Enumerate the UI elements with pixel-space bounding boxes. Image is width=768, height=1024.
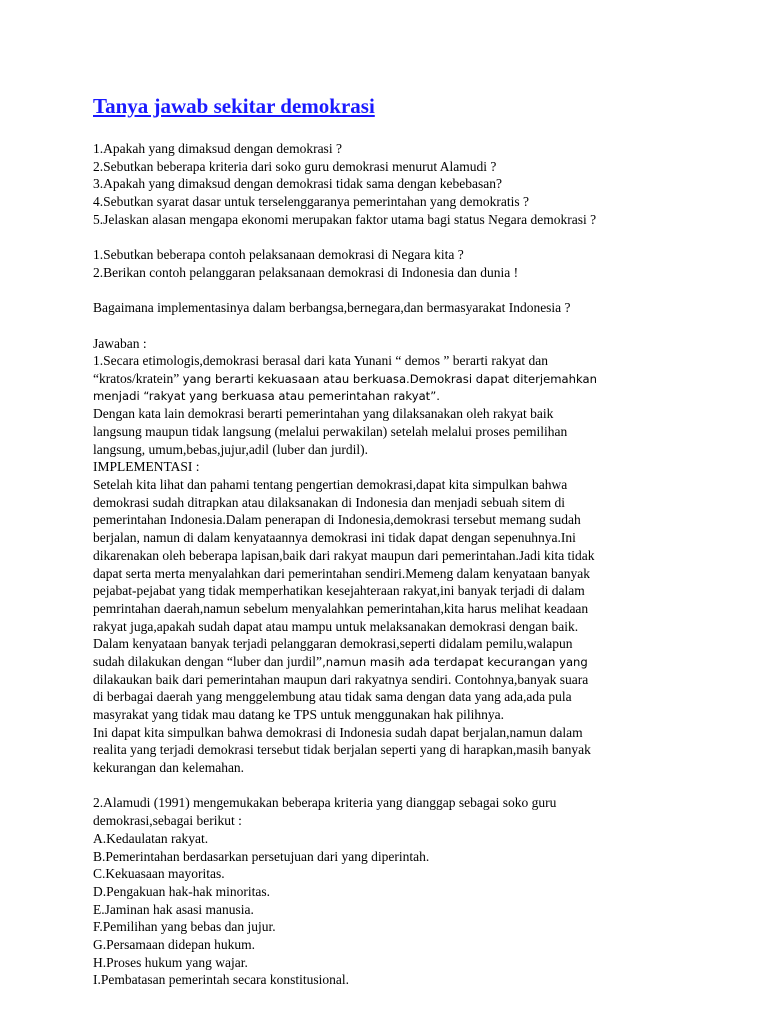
criteria-list: [93, 830, 753, 989]
document-body: [93, 140, 753, 989]
criteria-item: B.Pemerintahan berdasarkan persetujuan dari yang diperintah.: [93, 848, 430, 864]
answer-line: dilakaukan baik dari pemerintahan maupun dari rakyatnya sendiri. Contohnya,banyak suara: [93, 671, 589, 687]
answer-line: demokrasi sudah ditrapkan atau dilaksanakan di Indonesia dan menjadi sebuah sitem di: [93, 494, 565, 510]
answer-line: pemerintahan Indonesia.Dalam penerapan di Indonesia,demokrasi tersebut memang sudah: [93, 512, 581, 528]
answer-line: demokrasi,sebagai berikut :: [93, 813, 242, 829]
criteria-item: E.Jaminan hak asasi manusia.: [93, 901, 254, 917]
answer-line: di berbagai daerah yang menggelembung atau tidak sama dengan data yang ada,ada pula: [93, 689, 572, 705]
answer-line-mixed: [93, 370, 753, 388]
criteria-item: F.Pemilihan yang bebas dan jujur.: [93, 919, 276, 935]
answer-text-serif: “kratos/kratein”: [93, 370, 183, 386]
criteria-item: H.Proses hukum yang wajar.: [93, 954, 248, 970]
answer-2: [93, 794, 753, 989]
answer-line: dapat serta merta menyalahkan dari pemerintahan sendiri.Memeng dalam kenyataan banyak: [93, 565, 591, 581]
paragraph-gap: [93, 282, 753, 300]
question-list-2: [93, 246, 753, 281]
answer-line: 2.Alamudi (1991) mengemukakan beberapa kriteria yang dianggap sebagai soko guru: [93, 795, 557, 811]
answer-line: Dengan kata lain demokrasi berarti pemerintahan yang dilaksanakan oleh rakyat baik: [93, 406, 554, 422]
answer-line: realita yang terjadi demokrasi tersebut tidak berjalan seperti yang di harapkan,masih banyak: [93, 742, 591, 758]
criteria-item: I.Pembatasan pemerintah secara konstitusional.: [93, 972, 350, 988]
answer-line: 1.Secara etimologis,demokrasi berasal dari kata Yunani “ demos ” berarti rakyat dan: [93, 353, 548, 369]
question-item: 2.Berikan contoh pelanggaran pelaksanaan demokrasi di Indonesia dan dunia !: [93, 264, 519, 280]
answer-line-sans: menjadi “rakyat yang berkuasa atau pemerintahan rakyat”.: [93, 388, 440, 403]
question-item: 1.Apakah yang dimaksud dengan demokrasi ?: [93, 141, 342, 156]
answer-line: dikarenakan oleh beberapa lapisan,baik dari rakyat maupun dari pemerintahan.Jadi kita tidak: [93, 547, 595, 563]
question-item: 1.Sebutkan beberapa contoh pelaksanaan demokrasi di Negara kita ?: [93, 247, 464, 263]
answer-line: masyrakat yang tidak mau datang ke TPS untuk menggunakan hak pilihnya.: [93, 707, 505, 722]
paragraph-gap: [93, 228, 753, 246]
answer-line: langsung maupun tidak langsung (melalui perwakilan) setelah melalui proses pemilihan: [93, 424, 568, 439]
answer-line-mixed: [93, 653, 753, 671]
answer-heading: Jawaban :: [93, 335, 147, 351]
criteria-item: A.Kedaulatan rakyat.: [93, 830, 209, 846]
answer-line: rakyat juga,apakah sudah dapat atau mampu untuk melaksanakan demokrasi dengan baik.: [93, 618, 579, 634]
answer-line: Ini dapat kita simpulkan bahwa demokrasi di Indonesia sudah dapat berjalan,namun dalam: [93, 724, 583, 740]
answer-line: Setelah kita lihat dan pahami tentang pengertian demokrasi,dapat kita simpulkan bahwa: [93, 477, 568, 493]
paragraph-gap: [93, 317, 753, 335]
answer-line: pemrintahan daerah,namun sebelum menyalahkan pemerintahan,kita harus melihat keadaan: [93, 600, 589, 616]
answer-line: Dalam kenyataan banyak terjadi pelanggaran demokrasi,seperti didalam pemilu,walapun: [93, 636, 573, 652]
question-item: 5.Jelaskan alasan mengapa ekonomi merupakan faktor utama bagi status Negara demokrasi ?: [93, 211, 597, 227]
answer-line: langsung, umum,bebas,jujur,adil (luber dan jurdil).: [93, 441, 369, 457]
question-list-1: [93, 140, 753, 228]
document-title[interactable]: Tanya jawab sekitar demokrasi: [93, 94, 375, 118]
question-item: 3.Apakah yang dimaksud dengan demokrasi tidak sama dengan kebebasan?: [93, 176, 502, 192]
answer-text-sans: ,namun masih ada terdapat kecurangan yang: [322, 654, 588, 669]
answer-line: pejabat-pejabat yang tidak memperhatikan kesejahteraan rakyat,ini banyak terjadi di dalam: [93, 583, 585, 599]
answer-text-sans: yang berarti kekuasaan atau berkuasa.Demokrasi dapat diterjemahkan: [182, 371, 597, 386]
question-item: 2.Sebutkan beberapa kriteria dari soko guru demokrasi menurut Alamudi ?: [93, 158, 497, 174]
answer-1: [93, 352, 753, 777]
question-item: 4.Sebutkan syarat dasar untuk terselenggaranya pemerintahan yang demokratis ?: [93, 194, 529, 210]
implementation-heading: IMPLEMENTASI :: [93, 459, 200, 475]
criteria-item: D.Pengakuan hak-hak minoritas.: [93, 883, 270, 899]
question-implementation: Bagaimana implementasinya dalam berbangsa,bernegara,dan bermasyarakat Indonesia ?: [93, 300, 571, 316]
answer-text-serif: sudah dilakukan dengan “luber dan jurdil”: [93, 653, 323, 669]
criteria-item: G.Persamaan didepan hukum.: [93, 936, 255, 952]
answer-line: berjalan, namun di dalam kenyataannya demokrasi ini tidak dapat dengan sepenuhnya.Ini: [93, 530, 576, 546]
answer-line: kekurangan dan kelemahan.: [93, 760, 245, 776]
criteria-item: C.Kekuasaan mayoritas.: [93, 866, 225, 882]
paragraph-gap: [93, 777, 753, 795]
document-page: [93, 92, 753, 989]
